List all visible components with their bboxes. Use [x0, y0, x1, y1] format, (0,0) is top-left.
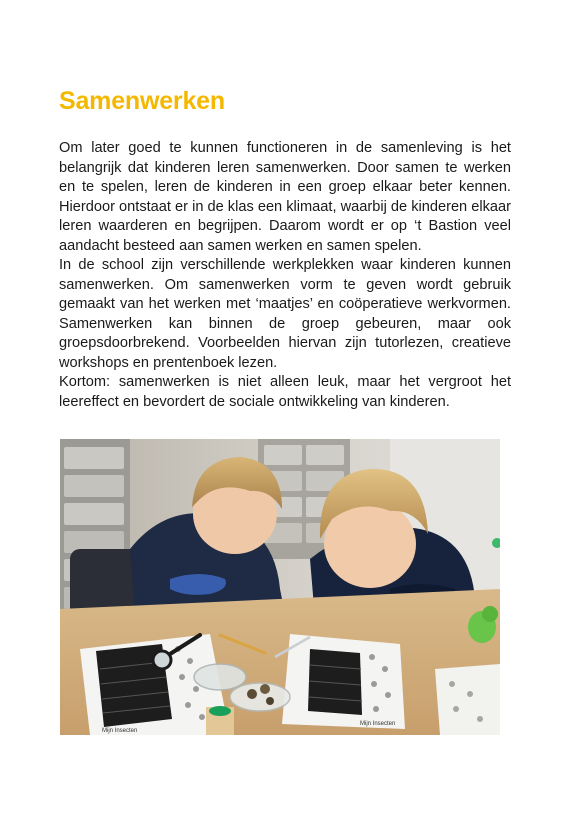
worksheet-left-label: Mijn Insecten	[102, 728, 138, 734]
worksheet-right	[282, 634, 405, 729]
paragraph-1: Om later goed te kunnen functioneren in de samenleving is het belangrijk dat kinderen leren samenwerken. Door samen te werken en te spelen, leren de kinderen in een groep elkaar beter kennen. Hierdoor ontstaat er in de klas een klimaat, waarbij de kinderen elkaar leren waarderen en begrijpen. Daarom wordt er op ‘t Bastion veel aandacht besteed aan samen werken en samen spelen.	[59, 140, 511, 254]
green-cube	[206, 706, 234, 735]
classroom-photo	[60, 439, 500, 735]
photo-illustration	[60, 439, 500, 735]
petri-dish	[194, 664, 246, 690]
worksheet-far-right	[435, 664, 500, 735]
paragraph-2: In de school zijn verschillende werkplekken waar kinderen kunnen samenwerken. Om samenwerken vorm te geven wordt gebruik gemaakt van het werken met ‘maatjes’ en coöperatieve werkvormen. Samenwerken kan binnen de groep gebeuren, maar ook groepsdoorbrekend. Voorbeelden hiervan zijn tutorlezen, creatieve workshops en prentenboek lezen.	[59, 257, 511, 371]
body-text	[59, 139, 511, 412]
specimen-dish	[230, 683, 290, 711]
page-title: Samenwerken	[59, 87, 225, 115]
worksheet-right-label: Mijn Insecten	[360, 721, 396, 727]
paragraph-3: Kortom: samenwerken is niet alleen leuk, maar het vergroot het leereffect en bevordert de sociale ontwikkeling van kinderen.	[59, 374, 511, 410]
